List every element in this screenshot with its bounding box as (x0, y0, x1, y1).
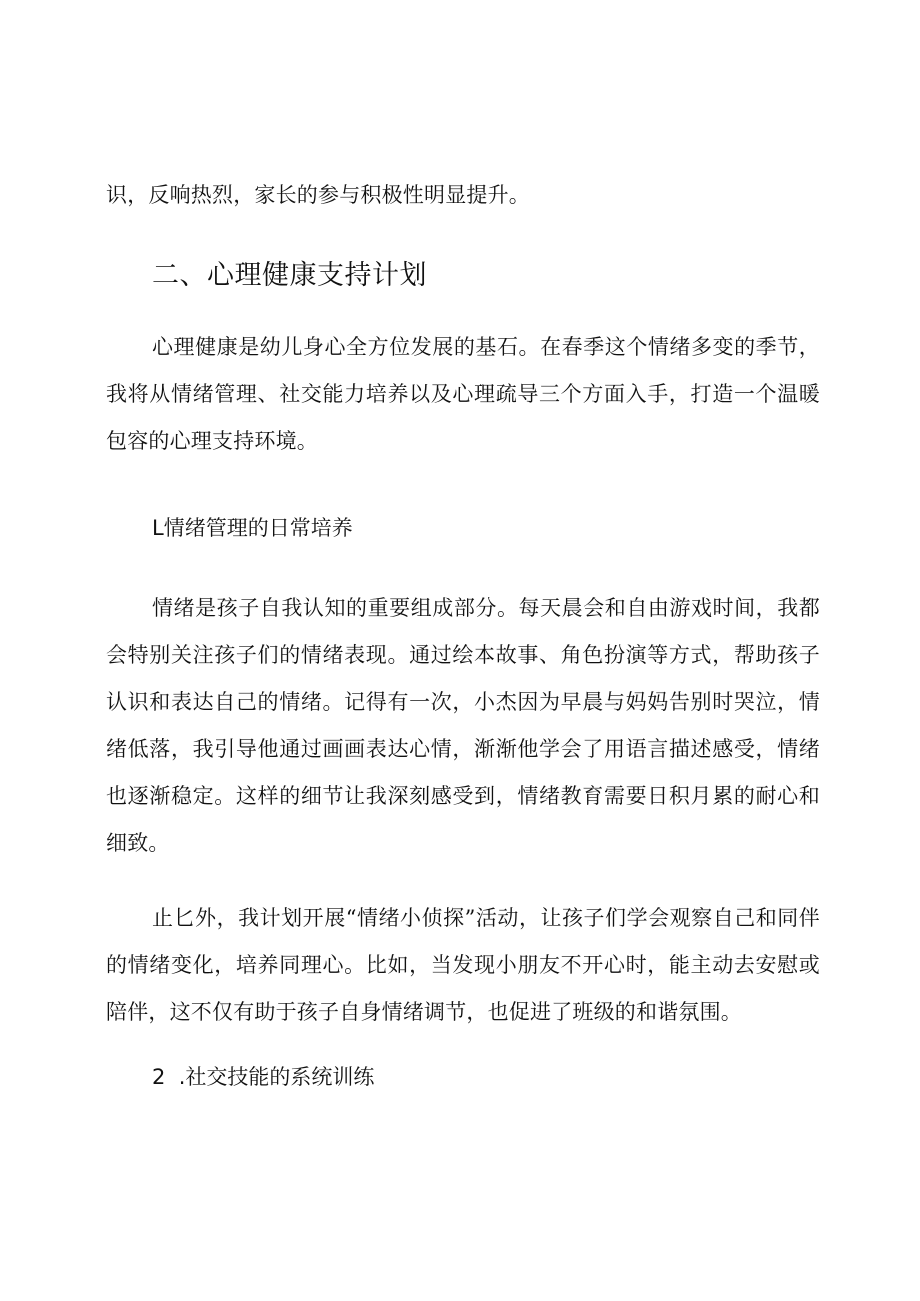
subsection1-para2-text: 止匕外，我计划开展“情绪小侦探”活动，让孩子们学会观察自己和同伴的情绪变化，培养同理心。比如，当发现小朋友不开心时，能主动去安慰或陪伴，这不仅有助于孩子自身情绪调节，也促进了班级的和谐氛围。 (106, 906, 820, 1024)
subsection-heading-1 (106, 512, 820, 544)
subsection1-para1-text: 情绪是孩子自我认知的重要组成部分。每天晨会和自由游戏时间，我都会特别关注孩子们的情绪表现。通过绘本故事、角色扮演等方式，帮助孩子认识和表达自己的情绪。记得有一次，小杰因为早晨与妈妈告别时哭泣，情绪低落，我引导他通过画画表达心情，渐渐他学会了用语言描述感受，情绪也逐渐稳定。这样的细节让我深刻感受到，情绪教育需要日积月累的耐心和细致。 (106, 596, 820, 855)
subsection1-title: L情绪管理的日常培养 (152, 516, 353, 540)
section-heading (106, 256, 820, 296)
section-title: 二、心理健康支持计划 (152, 260, 427, 291)
paragraph-continuation (106, 172, 820, 219)
subsection1-paragraph-2 (106, 895, 820, 1036)
subsection2-title: 2 .社交技能的系统训练 (152, 1065, 375, 1089)
section-intro-text: 心理健康是幼儿身心全方位发展的基石。在春季这个情绪多变的季节，我将从情绪管理、社交能力培养以及心理疏导三个方面入手，打造一个温暖包容的心理支持环境。 (106, 335, 820, 453)
intro-tail-text: 识，反响热烈，家长的参与积极性明显提升。 (106, 183, 530, 207)
subsection-heading-2 (106, 1061, 820, 1093)
subsection1-paragraph-1 (106, 585, 820, 867)
section-intro-paragraph (106, 324, 820, 465)
